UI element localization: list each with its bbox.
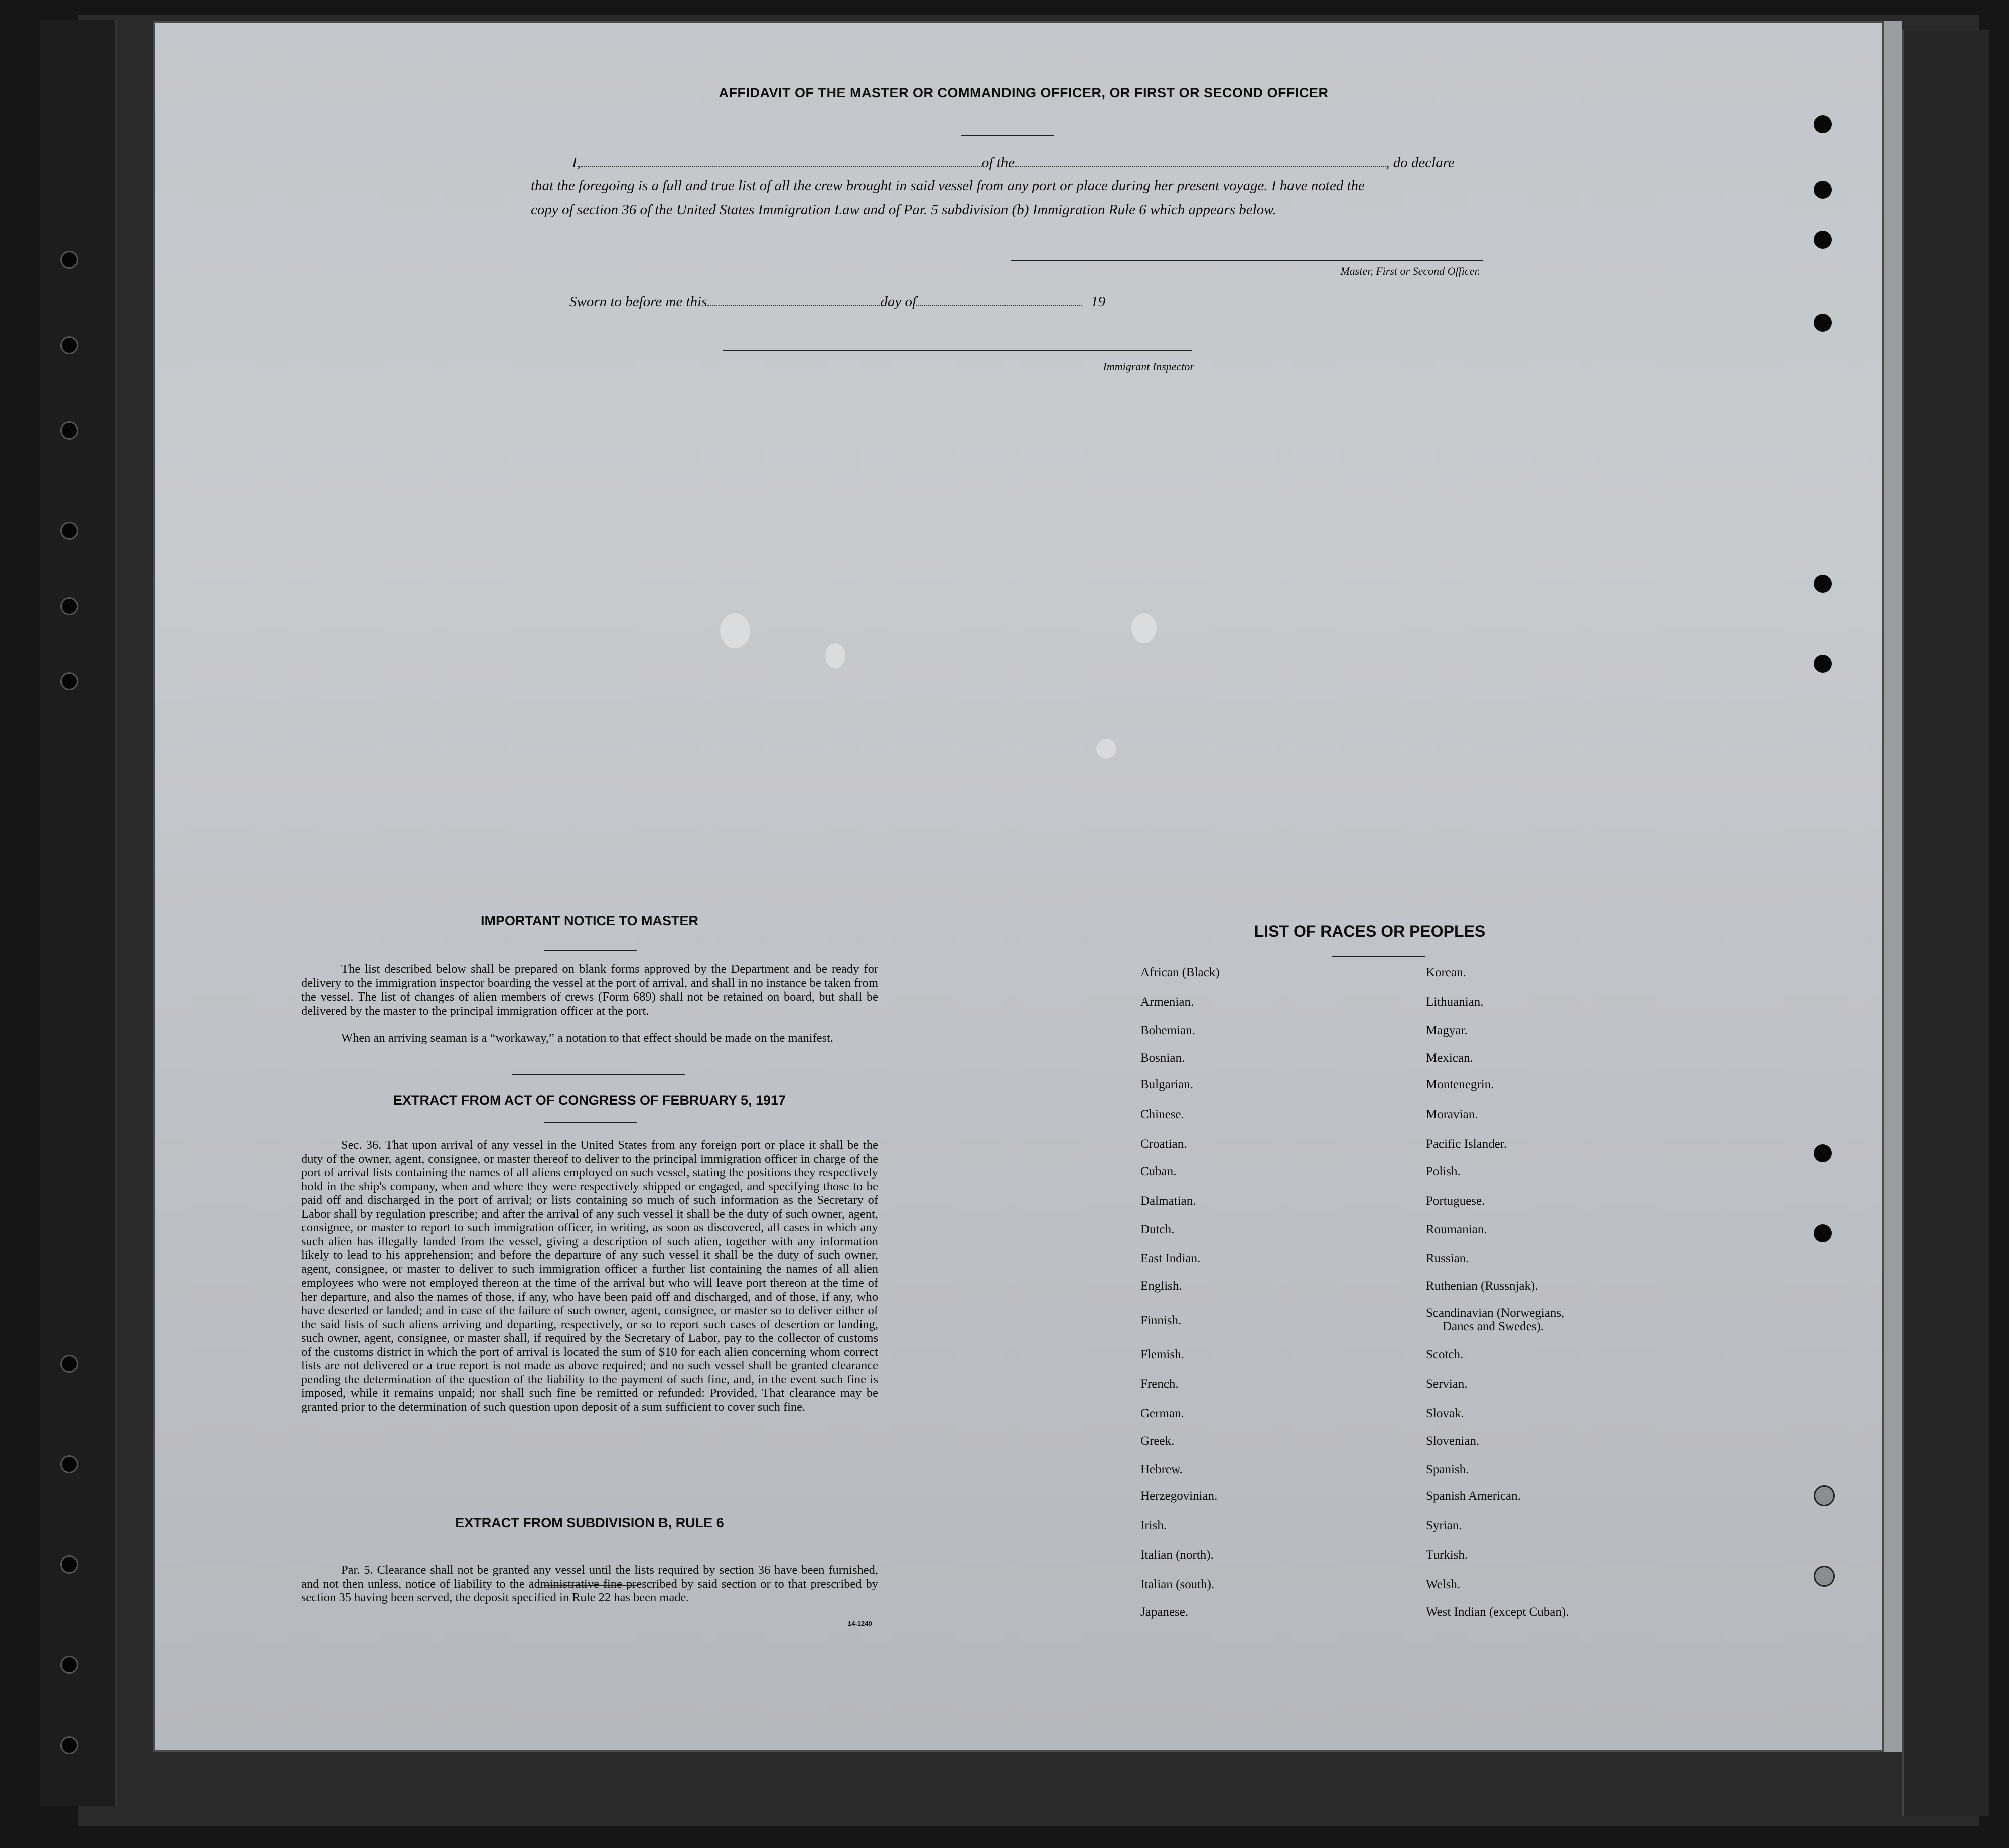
sworn-text: Sworn to before me this	[569, 294, 707, 310]
master-caption: Master, First or Second Officer.	[1340, 265, 1480, 277]
binding-hole	[60, 1355, 78, 1373]
right-binding-strip	[1902, 30, 1989, 1816]
race-item: Finnish.	[1140, 1314, 1182, 1327]
race-item: Slovenian.	[1426, 1434, 1480, 1448]
race-item: English.	[1140, 1279, 1182, 1293]
rule-extract-body: Par. 5. Clearance shall not be granted any vessel until the lists required by section 36 have been furnished, and not then unless, notice of liability to the administrative fine prescribed by said section or to that prescribed by section 35 having been served, the deposit specified in Rule 22 has been made.	[301, 1563, 878, 1604]
affidavit-i: I,	[572, 155, 581, 171]
race-item: Portuguese.	[1426, 1194, 1485, 1208]
race-item-continued: Danes and Swedes).	[1443, 1320, 1544, 1333]
inspector-signature-line[interactable]	[723, 350, 1192, 351]
race-item: Japanese.	[1140, 1605, 1189, 1619]
vessel-blank[interactable]	[1015, 165, 1386, 167]
race-item: Irish.	[1140, 1519, 1167, 1532]
page-edge	[1884, 21, 1902, 1752]
race-item: Ruthenian (Russnjak).	[1426, 1279, 1538, 1293]
race-item: German.	[1140, 1407, 1184, 1420]
race-item: Italian (north).	[1140, 1548, 1214, 1562]
day-of-text: day of	[880, 294, 917, 310]
race-item: Hebrew.	[1140, 1463, 1183, 1476]
race-item: African (Black)	[1140, 966, 1220, 979]
punch-hole	[1814, 314, 1832, 332]
act-extract-title: EXTRACT FROM ACT OF CONGRESS OF FEBRUARY 5, 1917	[393, 1093, 786, 1108]
notice-end-rule	[512, 1074, 685, 1075]
sworn-month-blank[interactable]	[916, 304, 1082, 306]
binding-hole	[60, 1736, 78, 1754]
scan-speck	[1096, 739, 1116, 759]
binding-hole	[60, 251, 78, 269]
scan-speck	[825, 643, 845, 668]
race-item: Greek.	[1140, 1434, 1175, 1448]
race-item: Scandinavian (Norwegians,	[1426, 1306, 1565, 1320]
race-item: Dutch.	[1140, 1223, 1175, 1236]
punch-hole	[1814, 231, 1832, 249]
rule-extract-title: EXTRACT FROM SUBDIVISION B, RULE 6	[455, 1515, 724, 1530]
binding-hole	[60, 522, 78, 540]
document-page	[153, 21, 1884, 1752]
race-item: Roumanian.	[1426, 1223, 1487, 1236]
race-item: Armenian.	[1140, 995, 1194, 1009]
notice-paragraph-1: The list described below shall be prepared on blank forms approved by the Department and be ready for delivery to the immigration inspector boarding the vessel at the port of arrival, and shall in no instance be taken from the vessel. The list of changes of alien members of crews (Form 689) shall not be retained on board, but shall be delivered by the master to the principal immigration officer at the port.	[301, 962, 878, 1018]
affidavit-title: AFFIDAVIT OF THE MASTER OR COMMANDING OFFICER, OR FIRST OR SECOND OFFICER	[719, 85, 1329, 100]
binding-hole	[60, 336, 78, 354]
race-item: Bosnian.	[1140, 1051, 1185, 1065]
races-divider	[1332, 956, 1425, 957]
notice-title: IMPORTANT NOTICE TO MASTER	[481, 913, 698, 928]
race-item: Chinese.	[1140, 1108, 1184, 1121]
binding-hole	[60, 421, 78, 440]
master-signature-line[interactable]	[1011, 260, 1483, 261]
title-divider	[961, 135, 1054, 136]
affidavit-declare: , do declare	[1386, 155, 1455, 171]
race-item: Slovak.	[1426, 1407, 1464, 1420]
sworn-line	[569, 294, 1105, 310]
race-item: Servian.	[1426, 1377, 1468, 1391]
binding-strip	[40, 20, 117, 1806]
notice-paragraph-2: When an arriving seaman is a “workaway,” a notation to that effect should be made on the manifest.	[341, 1031, 834, 1045]
race-item: Moravian.	[1426, 1108, 1478, 1121]
act-extract-body: Sec. 36. That upon arrival of any vessel in the United States from any foreign port or place it shall be the duty of the owner, agent, consignee, or master thereof to deliver to the principal immigration officer in charge of the port of arrival lists containing the names of all aliens employed on such vessel, stating the positions they respectively hold in the ship's company, when and where they were respectively shipped or engaged, and specifying those to be paid off and discharged in the port of arrival; or lists containing so much of such information as the Secretary of Labor shall by regulation prescribe; and after the arrival of any such vessel it shall be the duty of such owner, agent, consignee, or master to report to such immigration officer, in writing, as soon as discovered, all cases in which any such alien has illegally landed from the vessel, giving a description of such alien, together with any information likely to lead to his apprehension; and before the departure of any such vessel it shall be the duty of such owner, agent, consignee, or master to deliver to such immigration officer a further list containing the names of all alien employees who were not employed thereon at the time of the arrival but who will leave port thereon at the time of her departure, and also the names of those, if any, who have been paid off and discharged, and of those, if any, who have deserted or landed; and in case of the failure of such owner, agent, consignee, or master so to deliver either of the said lists of such aliens arriving and departing, respectively, or so to report such cases of desertion or landing, such owner, agent, consignee, or master shall, if required by the Secretary of Labor, pay to the collector of customs of the customs district in which the port of arrival is located the sum of $10 for each alien concerning whom correct lists are not delivered or a true report is not made as above required; and no such vessel shall be granted clearance pending the determination of the question of the liability to the payment of such fine, and, in the event such fine is imposed, while it remains unpaid; nor shall such fine be remitted or refunded: Provided, That clearance may be granted prior to the determination of such question upon deposit of a sum sufficient to cover such fine.	[301, 1138, 878, 1414]
year-prefix: 19	[1091, 294, 1106, 310]
binding-hole	[60, 1656, 78, 1674]
race-item: Spanish American.	[1426, 1489, 1521, 1503]
race-item: Turkish.	[1426, 1548, 1468, 1562]
form-number: 14-1240	[848, 1620, 872, 1627]
race-item: Flemish.	[1140, 1348, 1184, 1361]
race-item: Herzegovinian.	[1140, 1489, 1218, 1503]
punch-hole	[1814, 1485, 1835, 1506]
race-item: Welsh.	[1426, 1578, 1461, 1591]
race-item: French.	[1140, 1377, 1179, 1391]
binding-hole	[60, 672, 78, 690]
races-title: LIST OF RACES OR PEOPLES	[1254, 922, 1486, 940]
affidavit-line-3: copy of section 36 of the United States Immigration Law and of Par. 5 subdivision (b) Immigration Rule 6 which appears below.	[531, 202, 1276, 218]
race-item: West Indian (except Cuban).	[1426, 1605, 1569, 1619]
scan-speck	[720, 613, 750, 648]
race-item: Bohemian.	[1140, 1024, 1196, 1037]
affidavit-line-1	[572, 155, 1455, 171]
inspector-caption: Immigrant Inspector	[1103, 360, 1194, 373]
punch-hole	[1814, 575, 1832, 593]
race-item: Italian (south).	[1140, 1578, 1215, 1591]
race-item: Russian.	[1426, 1252, 1469, 1265]
race-item: Scotch.	[1426, 1348, 1464, 1361]
notice-divider	[544, 950, 637, 951]
scan-speck	[1131, 613, 1157, 643]
race-item: Polish.	[1426, 1165, 1461, 1178]
punch-hole	[1814, 655, 1832, 673]
race-item: Dalmatian.	[1140, 1194, 1196, 1208]
binding-hole	[60, 1555, 78, 1574]
punch-hole	[1814, 1144, 1832, 1162]
race-item: Bulgarian.	[1140, 1078, 1193, 1091]
race-item: Lithuanian.	[1426, 995, 1484, 1009]
affidavit-line-2: that the foregoing is a full and true list of all the crew brought in said vessel from any port or place during her present voyage. I have noted the	[531, 178, 1365, 194]
race-item: Syrian.	[1426, 1519, 1462, 1532]
punch-hole	[1814, 181, 1832, 199]
binding-hole	[60, 1455, 78, 1473]
act-divider	[544, 1122, 637, 1123]
race-item: Cuban.	[1140, 1165, 1177, 1178]
race-item: Korean.	[1426, 966, 1466, 979]
punch-hole	[1814, 115, 1832, 133]
affidavit-of-the: of the	[981, 155, 1015, 171]
sworn-day-blank[interactable]	[707, 304, 880, 306]
race-item: Magyar.	[1426, 1024, 1468, 1037]
name-blank[interactable]	[581, 165, 982, 167]
race-item: Croatian.	[1140, 1137, 1187, 1151]
punch-hole	[1814, 1566, 1835, 1587]
race-item: Pacific Islander.	[1426, 1137, 1507, 1151]
binding-hole	[60, 597, 78, 615]
race-item: Spanish.	[1426, 1463, 1469, 1476]
race-item: East Indian.	[1140, 1252, 1201, 1265]
race-item: Montenegrin.	[1426, 1078, 1494, 1091]
race-item: Mexican.	[1426, 1051, 1473, 1065]
punch-hole	[1814, 1224, 1832, 1242]
